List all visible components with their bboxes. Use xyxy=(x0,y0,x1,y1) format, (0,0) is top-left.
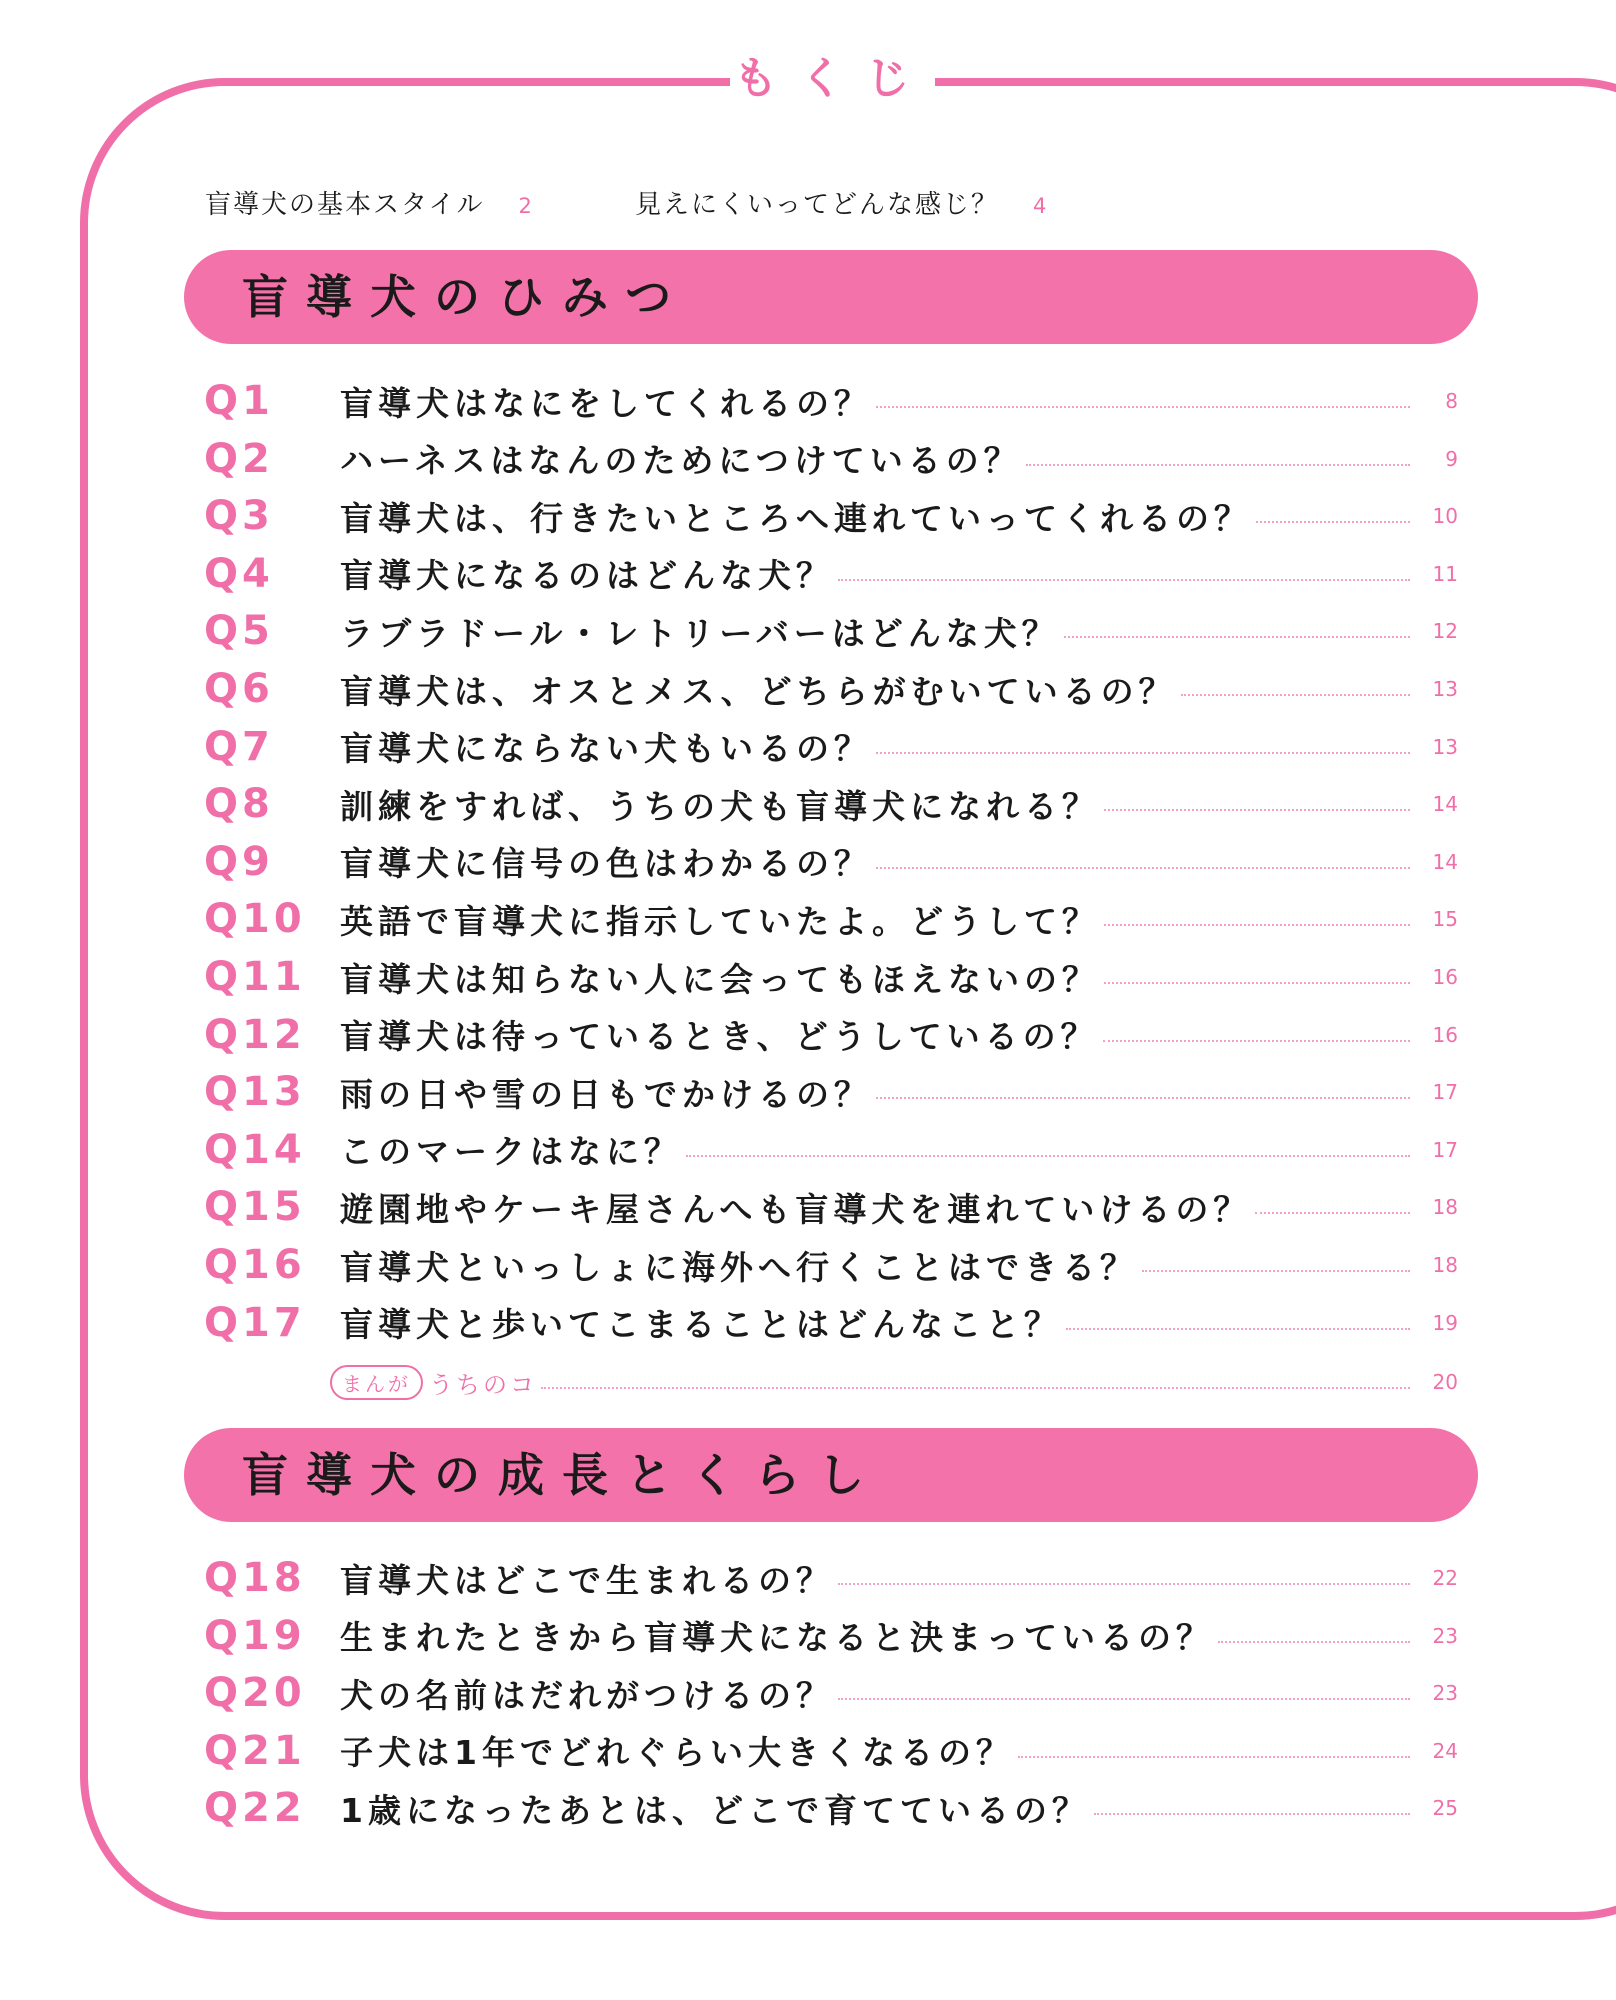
question-text: 訓練をすれば、うちの犬も盲導犬になれる？ xyxy=(340,786,1100,826)
toc-entry[interactable] xyxy=(204,839,1458,885)
question-number: Q9 xyxy=(204,838,274,885)
question-number: Q8 xyxy=(204,781,274,828)
question-number: Q5 xyxy=(204,608,274,655)
toc-entry[interactable] xyxy=(204,1300,1458,1346)
toc-entry[interactable] xyxy=(204,1670,1458,1716)
question-text: 盲導犬に信号の色はわかるの？ xyxy=(340,844,872,884)
toc-entry[interactable] xyxy=(204,608,1458,654)
dot-leader xyxy=(1218,1641,1410,1643)
dot-leader xyxy=(838,1583,1410,1585)
dot-leader xyxy=(1103,1040,1410,1042)
page-title: もくじ xyxy=(730,44,935,114)
question-number: Q2 xyxy=(204,435,274,482)
toc-entry[interactable] xyxy=(204,436,1458,482)
dot-leader xyxy=(1255,1212,1410,1214)
question-text: 盲導犬は、行きたいところへ連れていってくれるの？ xyxy=(340,498,1252,538)
question-number: Q22 xyxy=(204,1785,306,1831)
page-number: 14 xyxy=(1432,849,1458,874)
toc-entry[interactable] xyxy=(204,1613,1458,1659)
toc-entry[interactable] xyxy=(204,1555,1458,1601)
dot-leader xyxy=(1181,694,1410,696)
page-number: 18 xyxy=(1432,1253,1458,1277)
page-number: 13 xyxy=(1432,734,1458,759)
question-text: 盲導犬と歩いてこまることはどんなこと？ xyxy=(340,1305,1062,1345)
page-number: 14 xyxy=(1432,792,1458,817)
intro-item[interactable] xyxy=(635,184,1048,221)
question-number: Q1 xyxy=(204,378,274,424)
question-number: Q21 xyxy=(204,1727,306,1774)
question-number: Q15 xyxy=(204,1184,306,1231)
page-number: 23 xyxy=(1432,1681,1458,1705)
question-text: 英語で盲導犬に指示していたよ。どうして？ xyxy=(340,901,1100,941)
toc-entry[interactable] xyxy=(204,724,1458,770)
dot-leader xyxy=(1104,924,1410,926)
question-number: Q3 xyxy=(204,493,274,540)
page-number: 25 xyxy=(1432,1796,1458,1820)
page-number: 23 xyxy=(1432,1623,1458,1648)
dot-leader xyxy=(686,1155,1410,1157)
dot-leader xyxy=(1094,1813,1410,1815)
dot-leader xyxy=(1142,1270,1410,1272)
question-text: 盲導犬になるのはどんな犬？ xyxy=(340,556,834,596)
page-number: 20 xyxy=(1432,1370,1458,1394)
dot-leader xyxy=(1018,1756,1410,1758)
dot-leader xyxy=(1104,809,1410,811)
section-title: 盲導犬のひみつ xyxy=(242,270,690,324)
toc-entry[interactable] xyxy=(204,1127,1458,1173)
question-number: Q4 xyxy=(204,550,274,597)
intro-item-page: 2 xyxy=(518,194,534,218)
toc-entry[interactable] xyxy=(204,896,1458,942)
question-number: Q10 xyxy=(204,896,306,943)
question-number: Q16 xyxy=(204,1242,306,1288)
question-text: このマークはなに？ xyxy=(340,1132,682,1172)
manga-tag: まんが xyxy=(330,1365,423,1400)
question-number: Q20 xyxy=(204,1670,306,1716)
manga-entry[interactable] xyxy=(330,1362,1458,1402)
page-number: 9 xyxy=(1445,446,1458,471)
page-number: 11 xyxy=(1432,561,1458,586)
page-number: 17 xyxy=(1432,1137,1458,1162)
intro-item[interactable] xyxy=(205,184,534,221)
page-number: 8 xyxy=(1445,389,1458,413)
page-number: 24 xyxy=(1432,1738,1458,1763)
question-text: 子犬は1年でどれぐらい大きくなるの？ xyxy=(340,1733,1014,1772)
page-number: 12 xyxy=(1432,619,1458,644)
question-number: Q17 xyxy=(204,1299,306,1346)
dot-leader xyxy=(876,867,1410,869)
question-text: 遊園地やケーキ屋さんへも盲導犬を連れていけるの？ xyxy=(340,1189,1252,1229)
question-number: Q14 xyxy=(204,1126,306,1173)
intro-links xyxy=(0,184,1616,224)
toc-entry[interactable] xyxy=(204,1785,1458,1831)
toc-entry[interactable] xyxy=(204,1184,1458,1230)
dot-leader xyxy=(1104,982,1410,984)
page-number: 22 xyxy=(1432,1566,1458,1590)
dot-leader xyxy=(1064,636,1410,638)
dot-leader xyxy=(876,752,1410,754)
question-text: 生まれたときから盲導犬になると決まっているの？ xyxy=(340,1618,1214,1657)
toc-entry[interactable] xyxy=(204,378,1458,424)
dot-leader xyxy=(876,1097,1410,1099)
section-header xyxy=(184,250,1478,344)
question-number: Q19 xyxy=(204,1612,306,1659)
question-text: 盲導犬にならない犬もいるの？ xyxy=(340,729,872,769)
question-number: Q7 xyxy=(204,723,274,770)
question-text: ラブラドール・レトリーバーはどんな犬？ xyxy=(340,613,1060,653)
page-number: 15 xyxy=(1432,907,1458,932)
toc-entry[interactable] xyxy=(204,781,1458,827)
toc-entry[interactable] xyxy=(204,1242,1458,1288)
question-text: 盲導犬といっしょに海外へ行くことはできる？ xyxy=(340,1247,1138,1287)
question-text: 雨の日や雪の日もでかけるの？ xyxy=(340,1074,872,1114)
question-number: Q13 xyxy=(204,1069,306,1116)
page-number: 19 xyxy=(1432,1310,1458,1335)
question-text: 盲導犬は、オスとメス、どちらがむいているの？ xyxy=(340,671,1177,711)
dot-leader xyxy=(1026,464,1410,466)
question-number: Q6 xyxy=(204,666,274,712)
toc-entry[interactable] xyxy=(204,1728,1458,1774)
dot-leader xyxy=(838,1698,1410,1700)
toc-entry[interactable] xyxy=(204,1069,1458,1115)
section-header xyxy=(184,1428,1478,1522)
dot-leader xyxy=(1066,1328,1410,1330)
question-text: 盲導犬は待っているとき、どうしているの？ xyxy=(340,1017,1099,1057)
question-text: 犬の名前はだれがつけるの？ xyxy=(340,1675,834,1715)
dot-leader xyxy=(876,406,1410,408)
page-number: 16 xyxy=(1432,1022,1458,1047)
dot-leader xyxy=(541,1387,1410,1389)
section-title: 盲導犬の成長とくらし xyxy=(242,1448,882,1502)
page-number: 18 xyxy=(1432,1195,1458,1220)
question-text: 盲導犬はなにをしてくれるの？ xyxy=(340,383,872,423)
toc-entry[interactable] xyxy=(204,954,1458,1000)
dot-leader xyxy=(838,579,1410,581)
question-text: ハーネスはなんのためにつけているの？ xyxy=(340,441,1022,481)
question-text: 盲導犬はどこで生まれるの？ xyxy=(340,1560,834,1600)
intro-item-label: 見えにくいってどんな感じ？ xyxy=(635,190,1000,220)
question-text: 盲導犬は知らない人に会ってもほえないの？ xyxy=(340,959,1100,999)
question-number: Q18 xyxy=(204,1555,306,1601)
intro-item-page: 4 xyxy=(1033,194,1049,218)
toc-entry[interactable] xyxy=(204,551,1458,597)
toc-entry[interactable] xyxy=(204,1012,1458,1058)
toc-entry[interactable] xyxy=(204,666,1458,712)
manga-title: うちのコ xyxy=(429,1370,537,1399)
intro-item-label: 盲導犬の基本スタイル xyxy=(205,190,485,220)
question-number: Q12 xyxy=(204,1011,306,1058)
page-number: 13 xyxy=(1432,677,1458,701)
page-number: 16 xyxy=(1432,965,1458,989)
question-number: Q11 xyxy=(204,954,306,1000)
toc-entry[interactable] xyxy=(204,493,1458,539)
dot-leader xyxy=(1256,521,1410,523)
question-text: 1歳になったあとは、どこで育てているの？ xyxy=(340,1790,1090,1830)
page-number: 10 xyxy=(1432,504,1458,529)
page-number: 17 xyxy=(1432,1080,1458,1105)
